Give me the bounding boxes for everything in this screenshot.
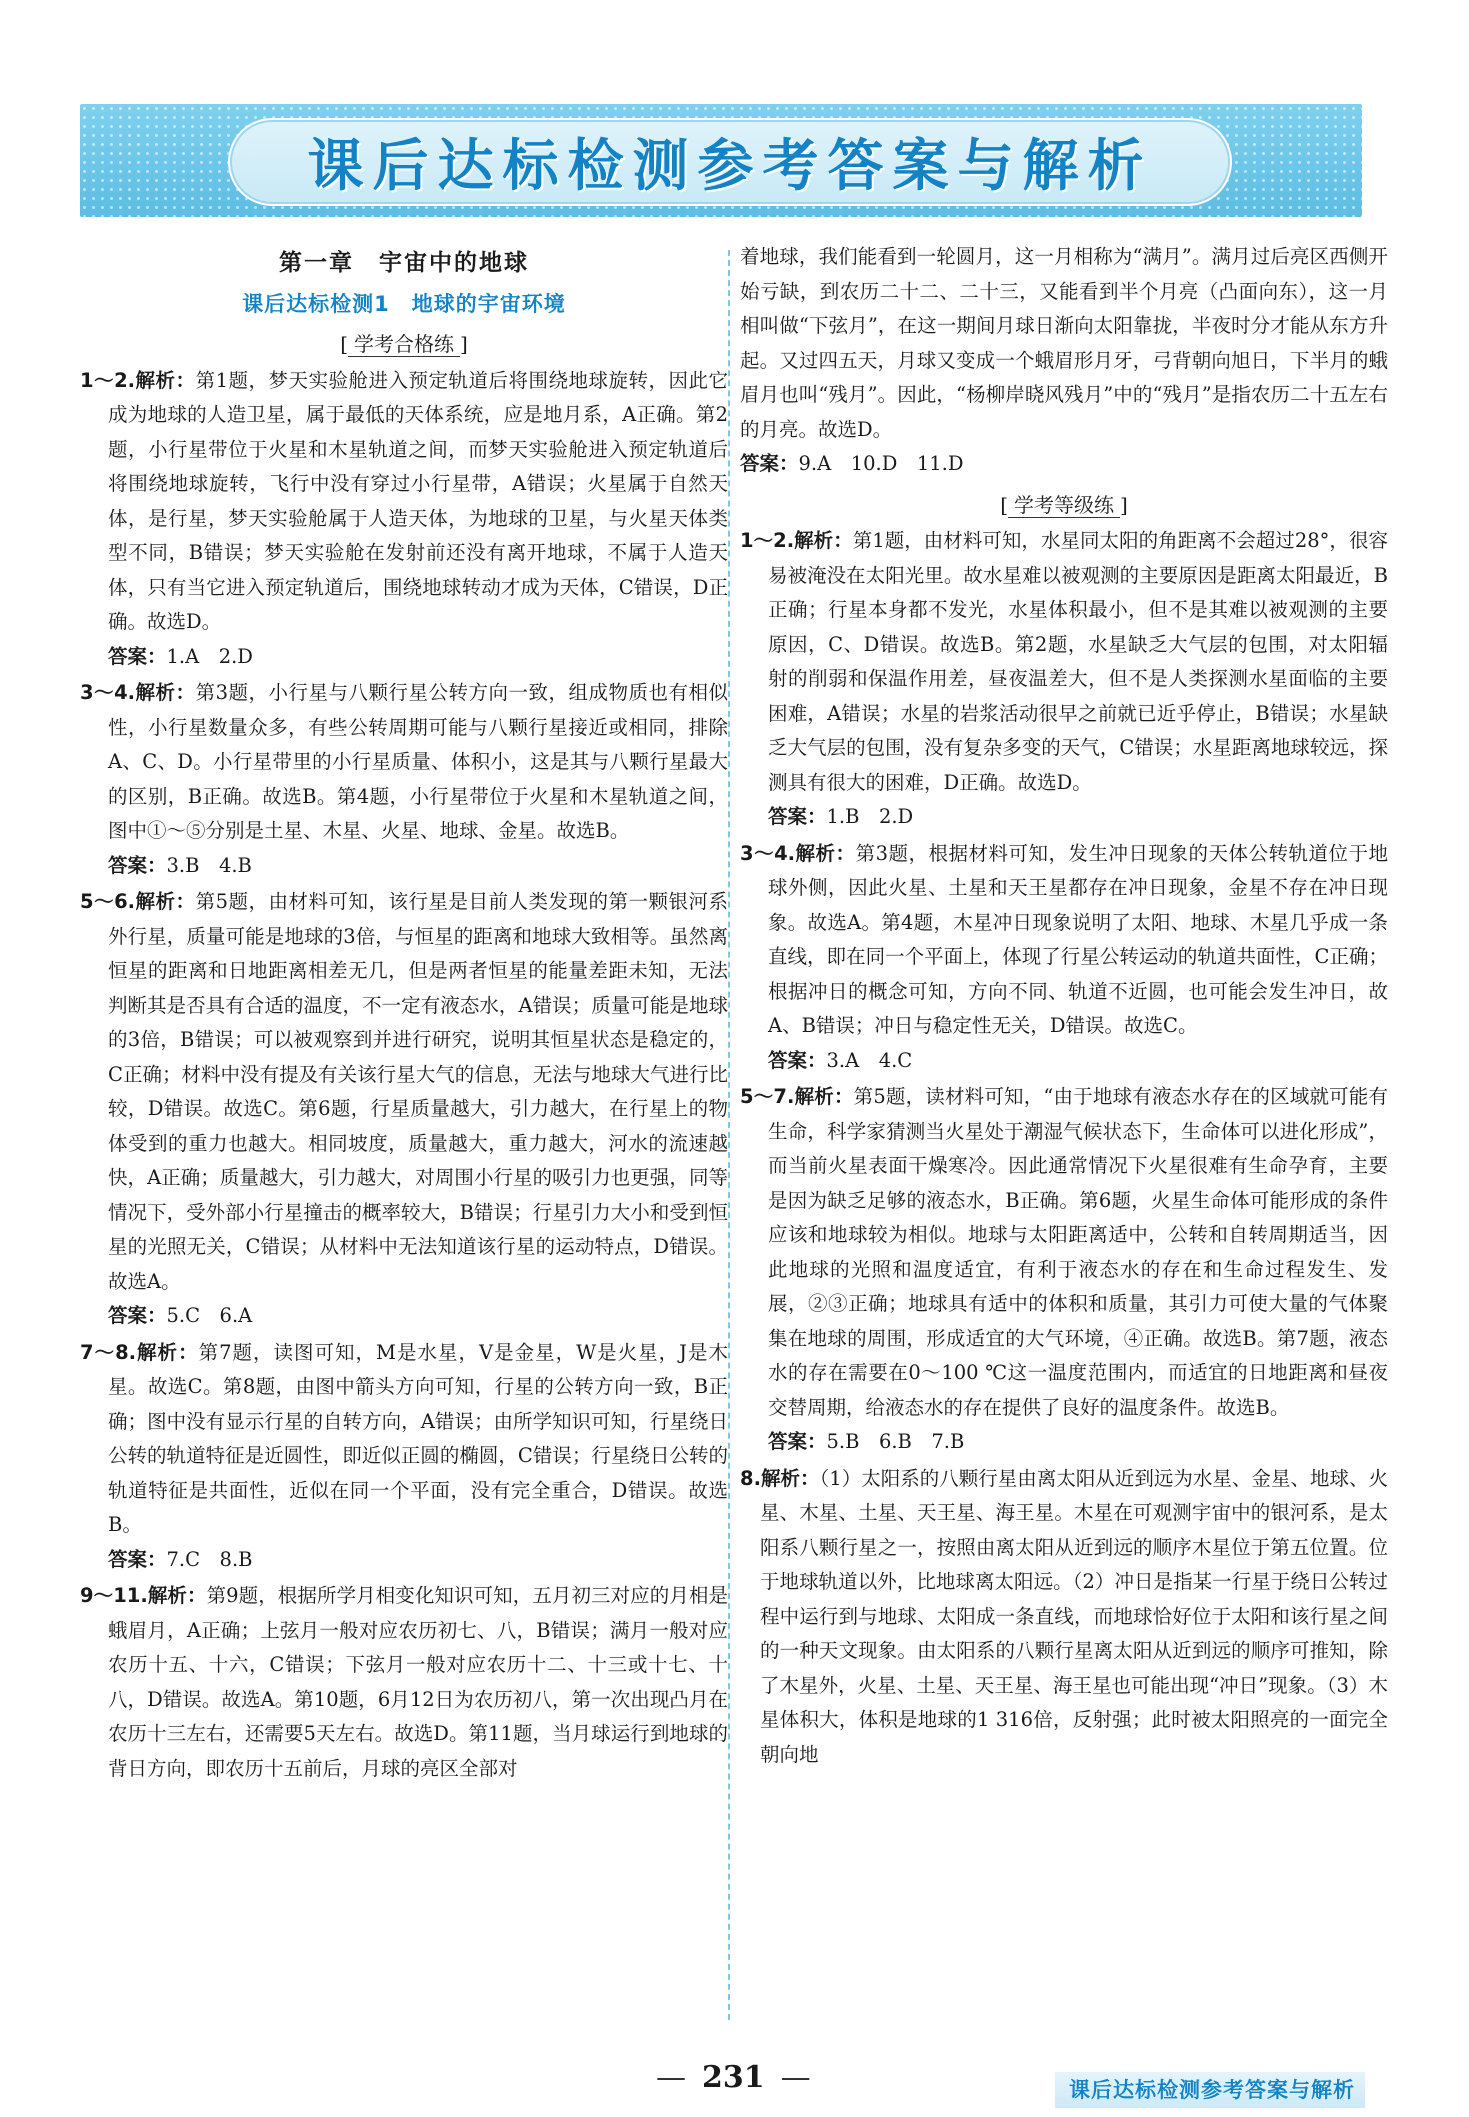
column-divider — [728, 250, 730, 2020]
answer-block: 3～4.解析：第3题，小行星与八颗行星公转方向一致，组成物质也有相似性，小行星数量众多，有些公转周期可能与八颗行星接近或相同，排除A、C、D。小行星带里的小行星质量、体积小，这是其与八颗行星最大的区别，B正确。故选B。第4题，小行星带位于火星和木星轨道之间，图中①～⑤分别是土星、木星、火星、地球、金星。故选B。 — [80, 681, 728, 842]
answer-key: 答案：3.B 4.B — [108, 853, 252, 877]
answer-block: 1～2.解析：第1题，由材料可知，水星同太阳的角距离不会超过28°，很容易被淹没在太阳光里。故水星难以被观测的主要原因是距离太阳最近，B正确；行星本身都不发光，水星体积最小，但不是其难以被观测的主要原因，C、D错误。故选B。第2题，水星缺乏大气层的包围，对太阳辐射的削弱和保温作用差，昼夜温差大，但不是人类探测水星面临的主要困难，A错误；水星的岩浆活动很早之前就已近乎停止，B错误；水星缺乏大气层的包围，没有复杂多变的天气，C错误；水星距离地球较远，探测具有很大的困难，D正确。故选D。 — [740, 529, 1388, 794]
answer-key: 答案：1.B 2.D — [768, 805, 914, 828]
section-title: 课后达标检测1 地球的宇宙环境 — [242, 291, 566, 316]
chapter-title: 第一章 宇宙中的地球 — [279, 250, 529, 276]
header-banner — [80, 104, 1362, 217]
answer-block: 5～6.解析：第5题，由材料可知，该行星是目前人类发现的第一颗银河系外行星，质量可能是地球的3倍，与恒星的距离和地球大致相等。虽然离恒星的距离和日地距离相差无几，但是两者恒星的能量差距未知，无法判断其是否具有合适的温度，不一定有液态水，A错误；质量可能是地球的3倍，B错误；可以被观察到并进行研究，说明其恒星状态是稳定的，C正确；材料中没有提及有关该行星大气的信息，无法与地球大气进行比较，D错误。故选C。第6题，行星质量越大，引力越大，在行星上的物体受到的重力也越大。相同坡度，质量越大，重力越大，河水的流速越快，A正确；质量越大，引力越大，对周围小行星的吸引力也更强，同等情况下，受外部小行星撞击的概率较大，B错误；行星引力大小和受到恒星的光照无关，C错误；从材料中无法知道该行星的运动特点，D错误。故选A。 — [80, 890, 728, 1293]
banner-title: 课后达标检测参考答案与解析 — [307, 133, 1153, 199]
practice-label-basic: [ 学考合格练 ] — [340, 332, 468, 356]
answer-block: 1～2.解析：第1题，梦天实验舱进入预定轨道后将围绕地球旋转，因此它成为地球的人造卫星，属于最低的天体系统，应是地月系，A正确。第2题，小行星带位于火星和木星轨道之间，而梦天实验舱进入预定轨道后将围绕地球旋转，飞行中没有穿过小行星带，A错误；火星属于自然天体，是行星，梦天实验舱属于人造天体，为地球的卫星，与火星天体类型不同，B错误；梦天实验舱在发射前还没有离开地球，不属于人造天体，只有当它进入预定轨道后，围绕地球转动才成为天体，C错误，D正确。故选D。 — [80, 368, 728, 633]
footer-section-label: 课后达标检测参考答案与解析 — [1055, 2072, 1365, 2108]
answer-key: 答案：9.A 10.D 11.D — [740, 452, 964, 475]
answer-key: 答案：1.A 2.D — [108, 644, 253, 668]
continued-text: 着地球，我们能看到一轮圆月，这一月相称为“满月”。满月过后亮区西侧开始亏缺，到农历二十二、二十三，又能看到半个月亮（凸面向东），这一月相叫做“下弦月”，在这一期间月球日渐向太阳靠拢，半夜时分才能从东方升起。又过四五天，月球又变成一个蛾眉形月牙，弓背朝向旭日，下半月的蛾眉月也叫“残月”。因此，“杨柳岸晓风残月”中的“残月”是指农历二十五左右的月亮。故选D。 — [740, 245, 1388, 441]
answer-block: 3～4.解析：第3题，根据材料可知，发生冲日现象的天体公转轨道位于地球外侧，因此火星、土星和天王星都存在冲日现象，金星不存在冲日现象。故选A。第4题，木星冲日现象说明了太阳、地球、木星几乎成一条直线，即在同一个平面上，体现了行星公转运动的轨道共面性，C正确；根据冲日的概念可知，方向不同、轨道不近圆，也可能会发生冲日，故A、B错误；冲日与稳定性无关，D错误。故选C。 — [740, 841, 1388, 1037]
answer-key: 答案：3.A 4.C — [768, 1048, 913, 1072]
practice-label-text: 学考等级练 — [1008, 493, 1120, 518]
banner-title-frame — [228, 118, 1232, 206]
page-number: — 231 — — [656, 2060, 811, 2095]
answer-block: 7～8.解析：第7题，读图可知，M是水星，V是金星，W是火星，J是木星。故选C。第8题，由图中箭头方向可知，行星的公转方向一致，B正确；图中没有显示行星的自转方向，A错误；由所学知识可知，行星绕日公转的轨道特征是近圆性，即近似正圆的椭圆，C错误；行星绕日公转的轨道特征是共面性，近似在同一个平面，没有完全重合，D错误。故选B。 — [80, 1340, 728, 1536]
answer-block: 5～7.解析：第5题，读材料可知，“由于地球有液态水存在的区域就可能有生命，科学家猜测当火星处于潮湿气候状态下，生命体可以进化形成”，而当前火星表面干燥寒冷。因此通常情况下火星很难有生命孕育，主要是因为缺乏足够的液态水，B正确。第6题，火星生命体可能形成的条件应该和地球较为相似。地球与太阳距离适中，公转和自转周期适当，因此地球的光照和温度适宜，有利于液态水的存在和生命过程发生、发展，②③正确；地球具有适中的体积和质量，其引力可使大量的气体聚集在地球的周围，形成适宜的大气环境，④正确。故选B。第7题，液态水的存在需要在0～100 ℃这一温度范围内，而适宜的日地距离和昼夜交替周期，给液态水的存在提供了良好的温度条件。故选B。 — [740, 1085, 1388, 1419]
practice-label-text: 学考合格练 — [348, 332, 460, 357]
practice-label-advanced: [ 学考等级练 ] — [1000, 492, 1128, 517]
answer-key: 答案：7.C 8.B — [108, 1547, 253, 1571]
answer-key: 答案：5.C 6.A — [108, 1304, 253, 1327]
answer-block: 8.解析：（1）太阳系的八颗行星由离太阳从近到远为水星、金星、地球、火星、木星、土星、天王星、海王星。木星在可观测宇宙中的银河系，是太阳系八颗行星之一，按照由离太阳从近到远的顺序木星位于第五位置。位于地球轨道以外，比地球离太阳远。（2）冲日是指某一行星于绕日公转过程中运行到与地球、太阳成一条直线，而地球恰好位于太阳和该行星之间的一种天文现象。由太阳系的八颗行星离太阳从近到远的顺序可推知，除了木星外，火星、土星、天王星、海王星也可能出现“冲日”现象。（3）木星体积大，体积是地球的1 316倍，反射强；此时被太阳照亮的一面完全朝向地 — [740, 1466, 1388, 1766]
left-column — [80, 246, 728, 1786]
answer-block: 9～11.解析：第9题，根据所学月相变化知识可知，五月初三对应的月相是蛾眉月，A正确；上弦月一般对应农历初七、八，B错误；满月一般对应农历十五、十六，C错误；下弦月一般对应农历十二、十三或十七、十八，D错误。故选A。第10题，6月12日为农历初八，第一次出现凸月在农历十三左右，还需要5天左右。故选D。第11题，当月球运行到地球的背日方向，即农历十五前后，月球的亮区全部对 — [80, 1584, 728, 1780]
right-column — [740, 240, 1388, 1772]
answer-key: 答案：5.B 6.B 7.B — [768, 1430, 965, 1453]
